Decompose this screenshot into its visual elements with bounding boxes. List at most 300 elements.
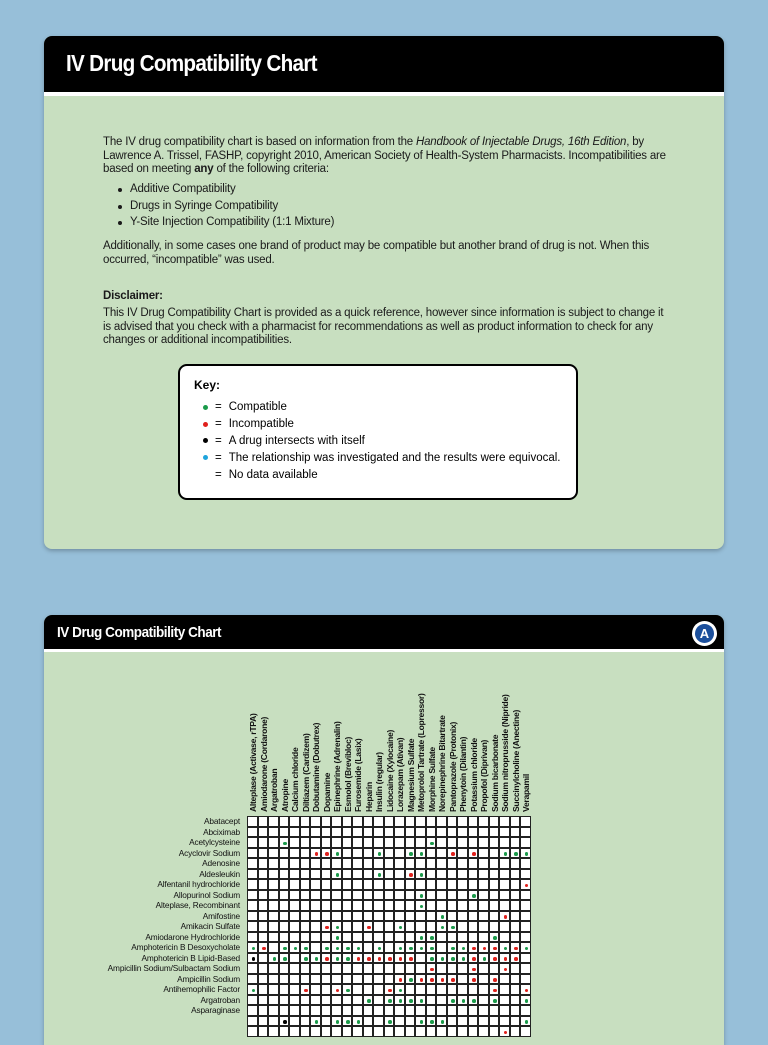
grid-cell (321, 963, 332, 974)
column-header (478, 655, 489, 814)
grid-cell (321, 858, 332, 869)
grid-cell (289, 953, 300, 964)
grid-cell (457, 1005, 468, 1016)
grid-cell (373, 900, 384, 911)
grid-cell (415, 816, 426, 827)
grid-cell (510, 1026, 521, 1037)
grid-cell (363, 1005, 374, 1016)
grid-cell (510, 900, 521, 911)
grid-cell (342, 974, 353, 985)
column-header (394, 655, 405, 814)
self-dot (252, 957, 256, 961)
grid-cell (394, 858, 405, 869)
grid-cell (520, 1016, 531, 1027)
incompatible-dot (483, 947, 487, 951)
column-header (520, 655, 531, 814)
grid-cell (499, 900, 510, 911)
grid-cell (247, 911, 258, 922)
compatible-dot (336, 936, 340, 940)
compatible-dot (430, 957, 434, 961)
grid-cell (447, 984, 458, 995)
compatible-dot (472, 999, 476, 1003)
grid-cell (300, 921, 311, 932)
column-header (510, 655, 521, 814)
grid-cell (363, 858, 374, 869)
incompatible-dot (315, 852, 319, 856)
incompatible-dot (409, 873, 413, 877)
grid-cell (300, 879, 311, 890)
grid-cell (405, 942, 416, 953)
grid-cell (499, 974, 510, 985)
grid-cell (331, 1016, 342, 1027)
incompatible-dot (472, 978, 476, 982)
grid-cell (520, 1026, 531, 1037)
incompatible-dot (325, 926, 329, 930)
grid-cell (384, 837, 395, 848)
compatible-dot (336, 852, 340, 856)
grid-cell (499, 1026, 510, 1037)
grid-cell (447, 879, 458, 890)
grid-cell (300, 942, 311, 953)
grid-cell (426, 911, 437, 922)
row-label: Amikacin Sulfate (180, 921, 240, 931)
grid-cell (289, 848, 300, 859)
grid-cell (489, 827, 500, 838)
grid-cell (310, 932, 321, 943)
grid-cell (373, 837, 384, 848)
section-badge (692, 621, 717, 646)
grid-cell (468, 921, 479, 932)
grid-cell (447, 1005, 458, 1016)
incompatible-dot (388, 989, 392, 993)
column-header-label: Pantoprazole (Protonix) (447, 721, 458, 812)
compatible-dot (420, 873, 424, 877)
grid-cell (352, 1005, 363, 1016)
grid-cell (247, 984, 258, 995)
grid-cell (268, 827, 279, 838)
grid-cell (394, 848, 405, 859)
grid-cell (321, 879, 332, 890)
grid-cell (499, 995, 510, 1006)
grid-cell (457, 1016, 468, 1027)
column-header-label: Calcium chloride (290, 747, 300, 812)
grid-cell (405, 900, 416, 911)
grid-cell (363, 816, 374, 827)
grid-cell (279, 921, 290, 932)
column-header (310, 655, 321, 814)
compatible-dot (451, 999, 455, 1003)
grid-cell (300, 911, 311, 922)
incompatible-dot (514, 947, 518, 951)
incompatible-dot (504, 968, 508, 972)
grid-cell (426, 1005, 437, 1016)
grid-cell (489, 1016, 500, 1027)
compatible-dot (378, 873, 382, 877)
grid-cell (447, 911, 458, 922)
incompatible-dot (325, 957, 329, 961)
incompatible-dot (304, 989, 308, 993)
column-header (258, 655, 269, 814)
grid-cell (321, 837, 332, 848)
grid-cell (520, 921, 531, 932)
grid-cell (415, 837, 426, 848)
intro-text-a: The IV drug compatibility chart is based on information from the (103, 136, 416, 148)
grid-cell (289, 1026, 300, 1037)
grid-cell (478, 848, 489, 859)
grid-cell (405, 963, 416, 974)
grid-cell (468, 963, 479, 974)
grid-cell (279, 953, 290, 964)
compatible-dot (357, 947, 361, 951)
grid-cell (300, 848, 311, 859)
grid-cell (468, 837, 479, 848)
grid-cell (499, 848, 510, 859)
grid-cell (268, 911, 279, 922)
grid-cell (289, 900, 300, 911)
compatible-dot (325, 947, 329, 951)
grid-cell (447, 869, 458, 880)
grid-cell (258, 837, 269, 848)
column-header (373, 655, 384, 814)
grid-cell (426, 953, 437, 964)
compatible-dot (409, 947, 413, 951)
column-header (289, 655, 300, 814)
row-label: Antihemophilic Factor (163, 984, 240, 994)
grid-cell (394, 869, 405, 880)
incompatible-dot (493, 957, 497, 961)
grid-cell (405, 869, 416, 880)
grid-cell (520, 890, 531, 901)
grid-cell (268, 858, 279, 869)
grid-cell (394, 837, 405, 848)
grid-cell (352, 827, 363, 838)
grid-cell (279, 900, 290, 911)
grid-cell (247, 932, 258, 943)
grid-cell (520, 963, 531, 974)
grid-cell (499, 953, 510, 964)
grid-cell (510, 974, 521, 985)
column-header-label: Metoprolol Tartrate (Lopressor) (416, 693, 426, 812)
grid-cell (310, 1016, 321, 1027)
grid-cell (436, 953, 447, 964)
grid-cell (384, 974, 395, 985)
chart-card (44, 615, 724, 1045)
grid-cell (363, 953, 374, 964)
grid-cell (478, 932, 489, 943)
grid-cell (331, 848, 342, 859)
key-label: A drug intersects with itself (228, 434, 365, 447)
grid-cell (373, 984, 384, 995)
compatible-dot (462, 947, 466, 951)
key-item (203, 399, 561, 416)
compatible-dot (430, 936, 434, 940)
grid-cell (373, 869, 384, 880)
grid-cell (321, 921, 332, 932)
grid-cell (499, 827, 510, 838)
grid-cell (489, 1005, 500, 1016)
key-item (203, 433, 561, 450)
grid-cell (384, 1005, 395, 1016)
grid-cell (289, 827, 300, 838)
column-header-label: Heparin (363, 782, 374, 812)
grid-cell (447, 827, 458, 838)
grid-cell (415, 1005, 426, 1016)
grid-cell (468, 827, 479, 838)
column-header-label: Alteplase (Activase, rTPA) (248, 713, 258, 812)
compatible-dot (420, 852, 424, 856)
grid-cell (247, 827, 258, 838)
grid-cell (373, 890, 384, 901)
grid-cell (447, 1016, 458, 1027)
grid-cell (405, 816, 416, 827)
grid-cell (447, 858, 458, 869)
grid-cell (300, 953, 311, 964)
grid-cell (415, 900, 426, 911)
grid-cell (468, 942, 479, 953)
grid-cell (247, 1016, 258, 1027)
compatible-dot (252, 947, 256, 951)
column-header (499, 655, 510, 814)
grid-cell (457, 890, 468, 901)
compatible-dot (346, 957, 350, 961)
compatible-dot (346, 947, 350, 951)
grid-cell (520, 1005, 531, 1016)
grid-cell (415, 974, 426, 985)
grid-cell (258, 858, 269, 869)
grid-cell (300, 984, 311, 995)
compatible-dot (514, 852, 518, 856)
grid-cell (384, 942, 395, 953)
grid-cell (310, 879, 321, 890)
row-label: Asparaginase (191, 1005, 240, 1015)
grid-cell (457, 963, 468, 974)
grid-cell (457, 942, 468, 953)
grid-cell (268, 1016, 279, 1027)
grid-cell (447, 837, 458, 848)
compatible-dot (441, 915, 445, 919)
grid-cell (279, 816, 290, 827)
grid-cell (363, 984, 374, 995)
grid-cell (426, 921, 437, 932)
grid-cell (457, 995, 468, 1006)
grid-cell (457, 974, 468, 985)
grid-cell (352, 974, 363, 985)
grid-cell (394, 953, 405, 964)
grid-cell (247, 900, 258, 911)
grid-cell (289, 816, 300, 827)
grid-cell (415, 995, 426, 1006)
grid-cell (279, 1016, 290, 1027)
grid-cell (300, 1016, 311, 1027)
grid-cell (415, 921, 426, 932)
grid-cell (352, 1026, 363, 1037)
compatible-dot (525, 999, 529, 1003)
grid-cell (447, 921, 458, 932)
grid-cell (457, 932, 468, 943)
grid-cell (363, 921, 374, 932)
grid-cell (268, 816, 279, 827)
grid-cell (499, 879, 510, 890)
grid-cell (468, 816, 479, 827)
grid-cell (310, 837, 321, 848)
grid-cell (499, 942, 510, 953)
grid-cell (342, 900, 353, 911)
incompatible-dot (388, 957, 392, 961)
incompatible-dot (504, 915, 508, 919)
grid-cell (331, 890, 342, 901)
grid-cell (405, 921, 416, 932)
compatible-dot (304, 947, 308, 951)
grid-cell (258, 879, 269, 890)
grid-cell (447, 963, 458, 974)
grid-cell (520, 900, 531, 911)
grid-cell (310, 963, 321, 974)
grid-cell (468, 848, 479, 859)
column-header-label: Esmolol (Brevibloc) (342, 736, 353, 812)
grid-cell (457, 837, 468, 848)
disclaimer-heading: Disclaimer: (103, 290, 163, 302)
grid-cell (289, 890, 300, 901)
incompatible-dot (367, 926, 371, 930)
grid-cell (415, 858, 426, 869)
grid-cell (447, 942, 458, 953)
intro-text-b: , by Lawrence A. Trissel, FASHP, copyright 2010, American Society of Health-System Pharmacists. Incompatibilities are based on meeting (103, 136, 666, 175)
grid-cell (426, 1026, 437, 1037)
grid-cell (258, 984, 269, 995)
incompatible-dot (525, 884, 529, 888)
grid-cell (331, 900, 342, 911)
row-label: Amifostine (202, 910, 240, 921)
grid-cell (342, 869, 353, 880)
criteria-item: Additive Compatibility (118, 183, 669, 200)
key-label: The relationship was investigated and the results were equivocal. (228, 451, 561, 464)
incompatible-dot (472, 968, 476, 972)
grid-cell (310, 984, 321, 995)
incompatible-dot (504, 1031, 508, 1035)
grid-cell (258, 932, 269, 943)
grid-cell (394, 932, 405, 943)
grid-cell (394, 879, 405, 890)
grid-cell (373, 1016, 384, 1027)
grid-cell (447, 1026, 458, 1037)
grid-cell (373, 932, 384, 943)
compatible-dot (315, 1020, 319, 1024)
grid-cell (310, 827, 321, 838)
grid-cell (321, 953, 332, 964)
grid-cell (247, 995, 258, 1006)
column-header-label: Lorazepam (Ativan) (395, 737, 405, 812)
grid-cell (468, 1026, 479, 1037)
grid-cell (279, 837, 290, 848)
grid-cell (447, 900, 458, 911)
column-header-label: Furosemide (Lasix) (353, 738, 363, 812)
row-label: Alfentanil hydrochloride (157, 879, 240, 889)
incompatible-dot (420, 978, 424, 982)
column-header (384, 655, 395, 814)
grid-cell (478, 879, 489, 890)
grid-cell (415, 848, 426, 859)
chart-card-title: IV Drug Compatibility Chart (57, 624, 222, 641)
column-header (352, 655, 363, 814)
compatible-dot (357, 1020, 361, 1024)
grid-cell (268, 900, 279, 911)
grid-cell (426, 869, 437, 880)
grid-cell (394, 995, 405, 1006)
grid-cell (468, 890, 479, 901)
grid-cell (457, 827, 468, 838)
compatible-dot (451, 957, 455, 961)
grid-cell (468, 932, 479, 943)
grid-cell (310, 974, 321, 985)
intro-card-title: IV Drug Compatibility Chart (66, 50, 317, 76)
grid-cell (310, 1005, 321, 1016)
grid-cell (520, 911, 531, 922)
grid-cell (289, 995, 300, 1006)
column-header-label: Verapamil (521, 774, 531, 812)
grid-cell (447, 974, 458, 985)
grid-cell (279, 890, 290, 901)
column-header (247, 655, 258, 814)
grid-cell (489, 974, 500, 985)
incompatible-dot (493, 947, 497, 951)
column-header-label: Magnesium Sulfate (405, 738, 416, 812)
grid-cell (520, 995, 531, 1006)
grid-cell (352, 911, 363, 922)
intro-card-header (44, 36, 724, 96)
grid-cell (457, 816, 468, 827)
compatible-dot (336, 957, 340, 961)
grid-cell (363, 1016, 374, 1027)
column-header-label: Dopamine (321, 772, 332, 812)
grid-cell (363, 890, 374, 901)
grid-cell (373, 848, 384, 859)
grid-cell (352, 1016, 363, 1027)
grid-cell (363, 974, 374, 985)
grid-cell (510, 837, 521, 848)
grid-cell (247, 816, 258, 827)
grid-cell (247, 942, 258, 953)
grid-cell (289, 911, 300, 922)
grid-cell (342, 879, 353, 890)
compatible-dot (336, 947, 340, 951)
grid-cell (457, 848, 468, 859)
grid-cell (342, 837, 353, 848)
compatible-dot (441, 1020, 445, 1024)
grid-cell (321, 869, 332, 880)
grid-cell (373, 963, 384, 974)
compatible-dot (367, 999, 371, 1003)
grid-cell (489, 879, 500, 890)
grid-cell (258, 816, 269, 827)
grid-cell (405, 879, 416, 890)
grid-cell (468, 900, 479, 911)
grid-cell (405, 858, 416, 869)
disclaimer-text: This IV Drug Compatibility Chart is provided as a quick reference, however since information is subject to change it is advised that you check with a pharmacist for recommendations as well as product information to check for any changes or additional incompatibilities. (103, 307, 664, 346)
grid-cell (510, 890, 521, 901)
intro-text-c: of the following criteria: (213, 163, 329, 175)
grid-cell (300, 827, 311, 838)
grid-cell (510, 816, 521, 827)
grid-cell (468, 869, 479, 880)
grid-cell (331, 837, 342, 848)
grid-cell (405, 911, 416, 922)
grid-cell (405, 1026, 416, 1037)
incompatible-dot (441, 978, 445, 982)
grid-cell (436, 858, 447, 869)
grid-cell (352, 963, 363, 974)
grid-cell (247, 1005, 258, 1016)
grid-cell (489, 932, 500, 943)
